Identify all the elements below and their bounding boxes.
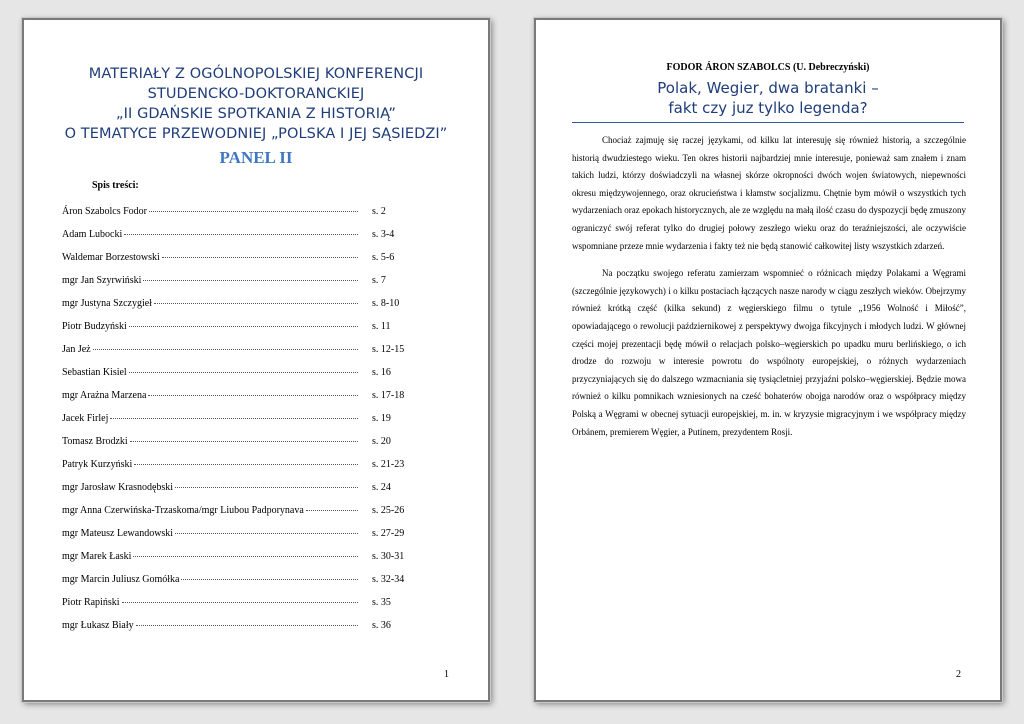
- toc-entry-left: [62, 229, 362, 240]
- toc-entry-page: s. 2: [372, 206, 386, 217]
- toc-entry: [62, 344, 442, 367]
- toc-entry-name: mgr Marek Łaski: [62, 551, 132, 562]
- toc-entry-left: [62, 367, 362, 378]
- toc-entry-left: [62, 298, 362, 309]
- toc-entry: [62, 436, 442, 459]
- toc-leader-dots: [110, 418, 358, 419]
- toc-entry-page: s. 5-6: [372, 252, 395, 263]
- toc-entry: [62, 551, 442, 574]
- title-line: MATERIAŁY Z OGÓLNOPOLSKIEJ KONFERENCJI: [88, 66, 424, 82]
- toc-leader-dots: [175, 487, 358, 488]
- title-line: Polak, Wegier, dwa bratanki –: [657, 79, 879, 97]
- toc-leader-dots: [124, 234, 358, 235]
- toc-entry: [62, 505, 442, 528]
- toc-entry-page: s. 36: [372, 620, 391, 631]
- toc-leader-dots: [129, 372, 358, 373]
- toc-leader-dots: [93, 349, 358, 350]
- toc-entry-page: s. 30-31: [372, 551, 405, 562]
- article-body: [572, 132, 966, 451]
- article-title: [536, 78, 1000, 118]
- toc-entry: [62, 528, 442, 551]
- toc-leader-dots: [133, 556, 358, 557]
- toc-entry-left: [62, 528, 362, 539]
- toc-heading: Spis treści:: [92, 180, 139, 191]
- toc-entry: [62, 574, 442, 597]
- toc-leader-dots: [129, 326, 358, 327]
- toc-entry-name: mgr Jan Szyrwiński: [62, 275, 142, 286]
- toc-leader-dots: [136, 625, 358, 626]
- toc-entry-left: [62, 597, 362, 608]
- toc-entry: [62, 206, 442, 229]
- title-line: fakt czy juz tylko legenda?: [668, 99, 868, 117]
- toc-entry-left: [62, 436, 362, 447]
- toc-entry-left: [62, 482, 362, 493]
- paragraph: Chociaż zajmuję się raczej językami, od kilku lat interesuję się również historią, a szczególnie historią dwudziestego wieku. Ten okres historii najbardziej mnie interesuje, ponieważ sam znałem i znam takich ludzi, którzy doświadczyli na własnej skórze okropności dwóch wojen światowych, niepewności okresu międzywojennego, oraz okrucieństwa i kłamstw socjalizmu. Chętnie bym mówił o wszystkich tych wydarzeniach oraz epokach historycznych, ale ze względu na małą ilość czasu do dyspozycji będę zmuszony ograniczyć swój referat tylko do drugiej połowy zeszłego wieku oraz do teraźniejszości, ale oczywiście wspomniane przeze mnie wydarzenia i fakty też nie będą stanowić całkowitej listy wszystkich zdarzeń.: [572, 135, 966, 251]
- toc-entry: [62, 459, 442, 482]
- toc-entry: [62, 597, 442, 620]
- toc-leader-dots: [181, 579, 358, 580]
- article-author: FODOR ÁRON SZABOLCS (U. Debreczyński): [666, 62, 870, 73]
- toc-entry-page: s. 8-10: [372, 298, 400, 309]
- toc-entry-page: s. 21-23: [372, 459, 405, 470]
- toc-entry-page: s. 12-15: [372, 344, 405, 355]
- title-line: O TEMATYCE PRZEWODNIEJ „POLSKA I JEJ SĄSIEDZI”: [64, 126, 448, 142]
- toc-entry-name: Waldemar Borzestowski: [62, 252, 160, 263]
- toc-leader-dots: [306, 510, 358, 511]
- toc-entry-name: mgr Marcin Juliusz Gomółka: [62, 574, 180, 585]
- toc-leader-dots: [154, 303, 358, 304]
- toc-entry-name: Áron Szabolcs Fodor: [62, 206, 147, 217]
- toc-entry-page: s. 25-26: [372, 505, 405, 516]
- toc-entry-page: s. 35: [372, 597, 391, 608]
- toc-entry-name: Jan Jeż: [62, 344, 91, 355]
- toc-entry-left: [62, 505, 362, 516]
- toc-entry-name: Sebastian Kisiel: [62, 367, 127, 378]
- toc-entry-name: Adam Lubocki: [62, 229, 123, 240]
- toc-entry-name: Patryk Kurzyński: [62, 459, 133, 470]
- toc-entry-page: s. 20: [372, 436, 391, 447]
- toc-entry: [62, 252, 442, 275]
- toc-leader-dots: [175, 533, 358, 534]
- toc-leader-dots: [134, 464, 358, 465]
- conference-title: [44, 64, 468, 144]
- toc-entry: [62, 275, 442, 298]
- title-line: „II GDAŃSKIE SPOTKANIA Z HISTORIĄ”: [116, 106, 396, 122]
- toc-entry: [62, 321, 442, 344]
- toc-entry-left: [62, 321, 362, 332]
- toc-leader-dots: [122, 602, 358, 603]
- toc-entry: [62, 390, 442, 413]
- toc-entry-name: Piotr Budzyński: [62, 321, 127, 332]
- title-divider: [572, 122, 964, 123]
- toc-entry: [62, 298, 442, 321]
- toc-entry-page: s. 27-29: [372, 528, 405, 539]
- toc-entry-left: [62, 574, 362, 585]
- toc-leader-dots: [143, 280, 358, 281]
- toc-leader-dots: [149, 211, 358, 212]
- toc-entry-page: s. 3-4: [372, 229, 395, 240]
- toc-entry-left: [62, 551, 362, 562]
- toc-leader-dots: [130, 441, 358, 442]
- toc-entry: [62, 229, 442, 252]
- toc-entry-left: [62, 275, 362, 286]
- toc-entry-left: [62, 206, 362, 217]
- toc-entry-page: s. 11: [372, 321, 391, 332]
- toc-leader-dots: [162, 257, 358, 258]
- toc-entry-name: Tomasz Brodzki: [62, 436, 128, 447]
- toc-entry-name: mgr Anna Czerwińska-Trzaskoma/mgr Liubou Padporynava: [62, 505, 304, 516]
- toc-entry-left: [62, 252, 362, 263]
- page-number: 1: [444, 669, 449, 680]
- toc-entry-left: [62, 344, 362, 355]
- document-page-2: [534, 18, 1002, 702]
- document-page-1: [22, 18, 490, 702]
- toc-entry-left: [62, 620, 362, 631]
- toc-entry-name: mgr Mateusz Lewandowski: [62, 528, 174, 539]
- toc-entry-left: [62, 413, 362, 424]
- table-of-contents: [62, 206, 442, 643]
- paragraph: Na początku swojego referatu zamierzam wspomnieć o różnicach między Polakami a Węgrami (szczególnie językowych) i o kilku postaciach łączących nasze narody w ciągu zeszłych wieków. Obejrzymy również krótką część (kilka sekund) z węgierskiego filmu o tytule „1956 Wolność i Miłość”, opowiadającego o rewolucji październikowej z perspektywy dwojga fikcyjnych i młodych ludzi. W głównej części mojej prezentacji będę mówił o relacjach polsko–węgierskich po upadku muru berlińskiego, o ich drodze do rozwoju w interesie powrotu do wspólnoty europejskiej, o różnych wydarzeniach przyczyniających się do dalszego wzmacniania się tysiącletniej przyjaźni polsko–węgierskiej. Będzie mowa również o kilku pomnikach wzniesionych na cześć bohaterów obojga narodów oraz o współpracy między Polską a Węgrami w obecnej sytuacji europejskiej, m. in. w kryzysie migracyjnym i we współpracy między Orbánem, premierem Węgier, a Putinem, prezydentem Rosji.: [572, 268, 966, 437]
- toc-entry: [62, 620, 442, 643]
- toc-entry-name: mgr Arażna Marzena: [62, 390, 147, 401]
- toc-entry-name: Piotr Rapiński: [62, 597, 120, 608]
- page-number: 2: [956, 669, 961, 680]
- toc-entry-name: Jacek Firlej: [62, 413, 109, 424]
- toc-entry-left: [62, 390, 362, 401]
- toc-entry-page: s. 7: [372, 275, 386, 286]
- toc-entry-name: mgr Jarosław Krasnodębski: [62, 482, 174, 493]
- toc-entry-page: s. 32-34: [372, 574, 405, 585]
- toc-entry: [62, 482, 442, 505]
- toc-entry-name: mgr Łukasz Biały: [62, 620, 134, 631]
- title-line: STUDENCKO-DOKTORANCKIEJ: [147, 86, 365, 102]
- toc-entry-page: s. 16: [372, 367, 391, 378]
- toc-entry-page: s. 17-18: [372, 390, 405, 401]
- toc-entry-page: s. 24: [372, 482, 391, 493]
- toc-leader-dots: [148, 395, 358, 396]
- toc-entry-page: s. 19: [372, 413, 391, 424]
- toc-entry: [62, 367, 442, 390]
- toc-entry: [62, 413, 442, 436]
- panel-heading: PANEL II: [219, 148, 293, 167]
- toc-entry-name: mgr Justyna Szczygieł: [62, 298, 152, 309]
- toc-entry-left: [62, 459, 362, 470]
